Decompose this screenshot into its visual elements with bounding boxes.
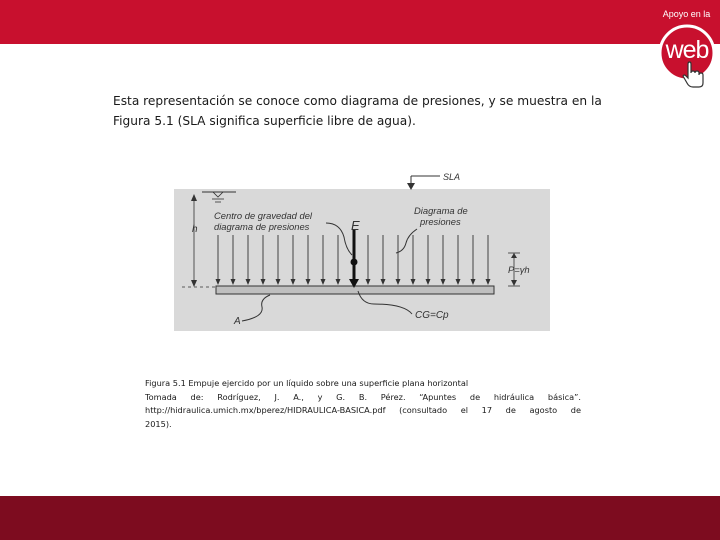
logo-caption: Apoyo en la	[662, 9, 711, 19]
horizontal-plate	[216, 286, 494, 294]
label-h: h	[192, 224, 198, 235]
label-diagrama-2: presiones	[420, 216, 461, 227]
logo-word: web	[665, 36, 709, 64]
caption-line-4: 2015).	[145, 418, 172, 429]
label-e: E	[351, 218, 360, 233]
label-centro-1: Centro de gravedad del	[214, 210, 312, 221]
label-a: A	[234, 316, 241, 327]
header-bar	[0, 0, 720, 44]
figure-caption	[145, 377, 581, 431]
label-cg: CG=Cp	[415, 310, 449, 321]
label-p: P=γh	[508, 264, 530, 275]
pressure-diagram-figure	[174, 171, 550, 331]
caption-line-3: http://hidraulica.umich.mx/bperez/HIDRAULICA-BASICA.pdf (consultado el 17 de agosto de	[145, 405, 581, 416]
label-sla: SLA	[443, 172, 461, 182]
center-of-gravity-point	[351, 259, 358, 266]
web-support-logo[interactable]	[653, 0, 720, 100]
caption-line-2: Tomada de: Rodríguez, J. A., y G. B. Pérez. “Apuntes de hidráulica básica”.	[145, 391, 581, 402]
footer-bar	[0, 496, 720, 540]
label-centro-2: diagrama de presiones	[214, 221, 310, 232]
intro-paragraph: Esta representación se conoce como diagrama de presiones, y se muestra en la Figura 5.1 (SLA significa superficie libre de agua).	[113, 94, 602, 128]
caption-line-1: Figura 5.1 Empuje ejercido por un líquido sobre una superficie plana horizontal	[145, 378, 469, 388]
label-diagrama-1: Diagrama de	[414, 205, 468, 216]
